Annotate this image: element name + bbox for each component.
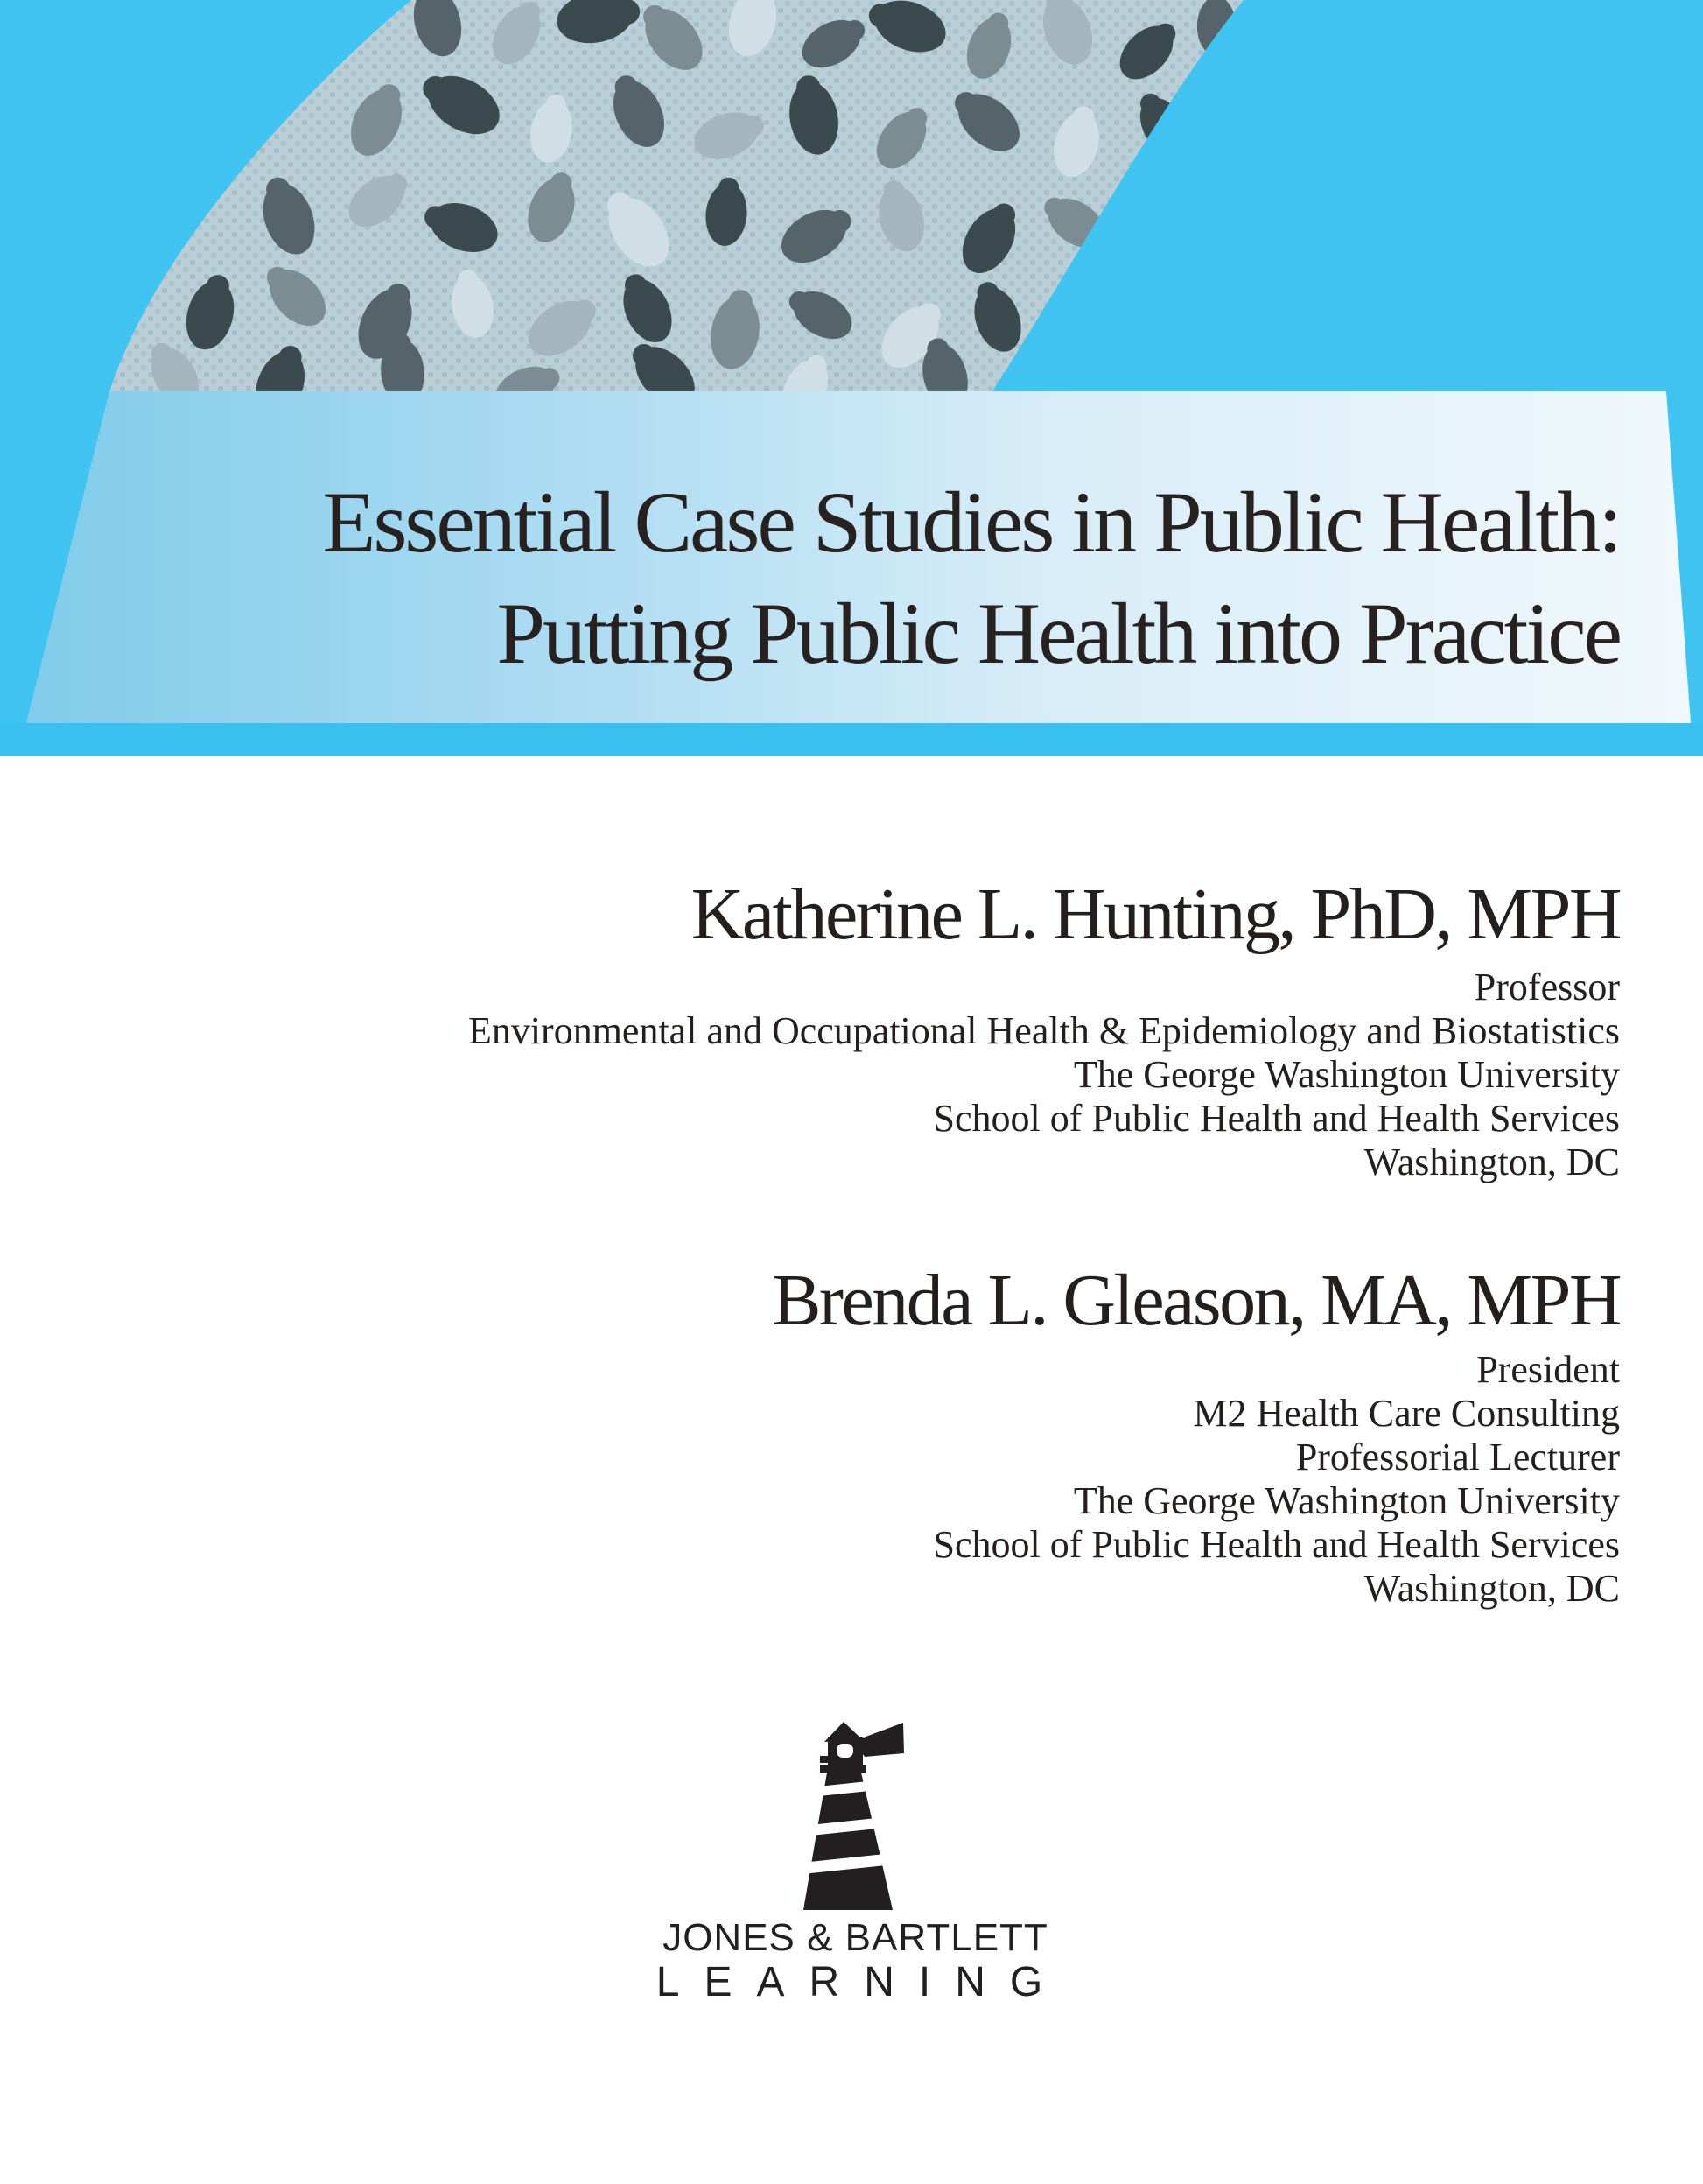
author-block-1 <box>0 870 1620 1184</box>
author-2-school: School of Public Health and Health Services <box>933 1523 1620 1566</box>
title-band <box>0 391 1703 723</box>
right-cyan-wedge <box>1659 391 1703 723</box>
author-1-city: Washington, DC <box>1363 1141 1620 1183</box>
book-title-line1: Essential Case Studies in Public Health: <box>322 474 1620 571</box>
cover-header <box>0 0 1703 391</box>
author-2-title2: Professorial Lecturer <box>1295 1436 1620 1478</box>
author-block-2 <box>0 1256 1620 1611</box>
author-2-details <box>0 1348 1620 1611</box>
author-2-name: Brenda L. Gleason, MA, MPH <box>772 1260 1620 1341</box>
publisher-division: LEARNING <box>655 1959 1068 2005</box>
author-1-title: Professor <box>1474 966 1620 1008</box>
cover-body <box>0 756 1703 2006</box>
publisher-name: JONES & BARTLETT <box>662 1916 1048 1959</box>
author-1-details <box>0 966 1620 1184</box>
author-2-city: Washington, DC <box>1363 1567 1620 1610</box>
book-title <box>322 467 1620 689</box>
author-2-title: President <box>1476 1348 1620 1391</box>
author-1-name: Katherine L. Hunting, PhD, MPH <box>690 874 1620 955</box>
author-1-school: School of Public Health and Health Services <box>933 1097 1620 1140</box>
publisher-logo <box>46 1717 1665 2006</box>
book-title-line2: Putting Public Health into Practice <box>496 585 1620 682</box>
cyan-divider-strip <box>0 723 1703 756</box>
lighthouse-icon <box>803 1717 908 1912</box>
author-1-department: Environmental and Occupational Health & Epidemiology and Biostatistics <box>467 1009 1620 1052</box>
left-cyan-wedge <box>0 391 123 723</box>
crowd-photo <box>0 0 1703 391</box>
author-2-university: The George Washington University <box>1073 1479 1620 1522</box>
author-1-university: The George Washington University <box>1073 1053 1620 1096</box>
author-2-company: M2 Health Care Consulting <box>1193 1392 1620 1435</box>
